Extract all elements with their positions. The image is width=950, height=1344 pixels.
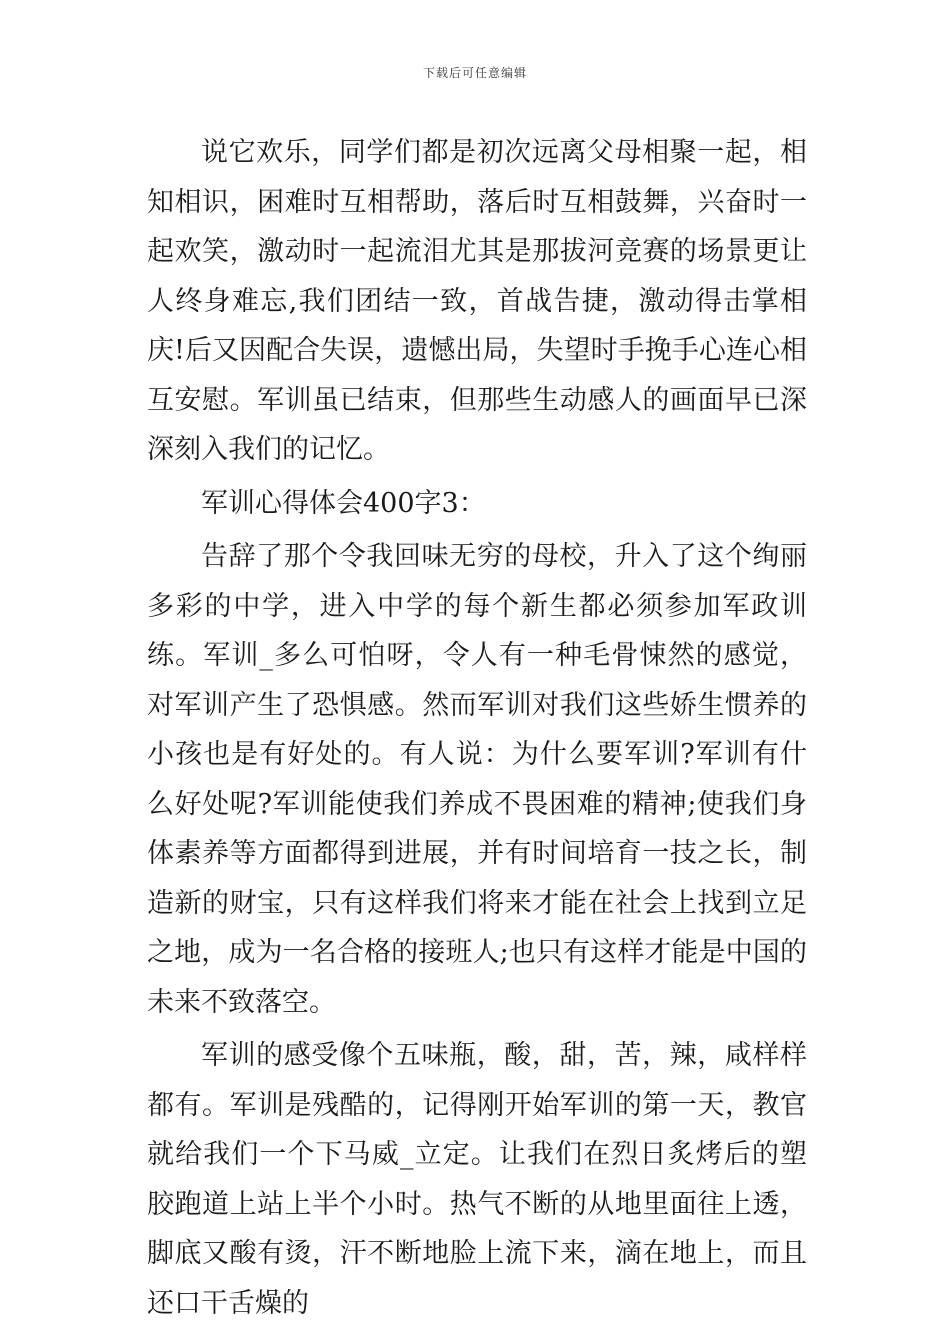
- document-body: [147, 128, 807, 1328]
- paragraph: 说它欢乐，同学们都是初次远离父母相聚一起，相知相识，困难时互相帮助，落后时互相鼓舞，兴奋时一起欢笑，激动时一起流泪尤其是那拔河竞赛的场景更让人终身难忘,我们团结一致，首战告捷，激动得击掌相庆!后又因配合失误，遗憾出局，失望时手挽手心连心相互安慰。军训虽已结束，但那些生动感人的画面早已深深刻入我们的记忆。: [147, 137, 807, 465]
- paragraph: 军训的感受像个五味瓶，酸，甜，苦，辣，咸样样都有。军训是残酷的，记得刚开始军训的第一天，教官就给我们一个下马威_立定。让我们在烈日炙烤后的塑胶跑道上站上半个小时。热气不断的从地里面往上透，脚底又酸有烫，汗不断地脸上流下来，滴在地上，而且还口干舌燥的: [147, 1040, 807, 1319]
- section-heading: 军训心得体会400字3：: [201, 487, 486, 519]
- page-header: 下载后可任意编辑: [422, 66, 527, 80]
- paragraph: 告辞了那个令我回味无穷的母校，升入了这个绚丽多彩的中学，进入中学的每个新生都必须参加军政训练。军训_多么可怕呀，令人有一种毛骨悚然的感觉，对军训产生了恐惧感。然而军训对我们这些娇生惯养的小孩也是有好处的。有人说：为什么要军训?军训有什么好处呢?军训能使我们养成不畏困难的精神;使我们身体素养等方面都得到进展，并有时间培育一技之长，制造新的财宝，只有这样我们将来才能在社会上找到立足之地，成为一名合格的接班人;也只有这样才能是中国的未来不致落空。: [147, 541, 807, 1018]
